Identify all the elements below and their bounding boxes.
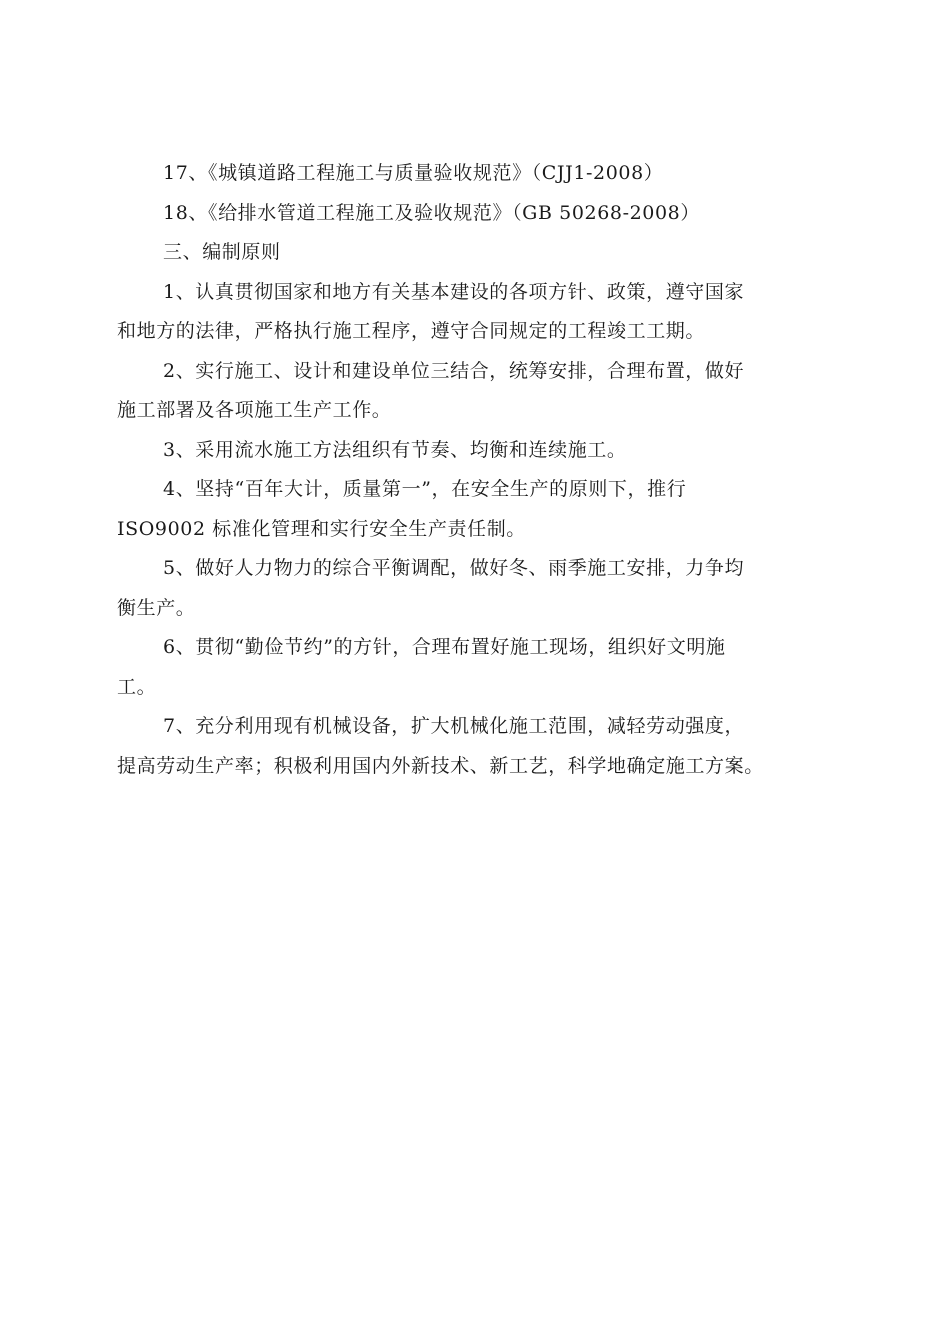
principle-1-line-2: 和地方的法律，严格执行施工程序，遵守合同规定的工程竣工工期。 [117, 320, 706, 342]
principle-4-line-2: ISO9002 标准化管理和实行安全生产责任制。 [117, 517, 526, 540]
principle-6-line-1: 6、贯彻“勤俭节约”的方针，合理布置好施工现场，组织好文明施 [163, 636, 726, 658]
principle-5-line-1: 5、做好人力物力的综合平衡调配，做好冬、雨季施工安排，力争均 [163, 557, 745, 579]
principle-5-line-2: 衡生产。 [117, 596, 196, 619]
principle-1-line-1: 1、认真贯彻国家和地方有关基本建设的各项方针、政策，遵守国家 [163, 280, 745, 303]
reference-item-18: 18、《给排水管道工程施工及验收规范》（GB 50268-2008） [163, 201, 700, 224]
reference-item-17: 17、《城镇道路工程施工与质量验收规范》（CJJ1-2008） [163, 162, 664, 184]
principle-7-line-2: 提高劳动生产率；积极利用国内外新技术、新工艺，科学地确定施工方案。 [117, 754, 764, 777]
document-body [117, 154, 847, 786]
principle-6-line-2: 工。 [117, 675, 157, 698]
principle-3: 3、采用流水施工方法组织有节奏、均衡和连续施工。 [163, 438, 627, 461]
principle-2-line-1: 2、实行施工、设计和建设单位三结合，统筹安排，合理布置，做好 [163, 359, 745, 382]
principle-4-line-1: 4、坚持“百年大计，质量第一”，在安全生产的原则下，推行 [163, 478, 687, 500]
principle-7-line-1: 7、充分利用现有机械设备，扩大机械化施工范围，减轻劳动强度， [163, 715, 745, 737]
principle-2-line-2: 施工部署及各项施工生产工作。 [117, 399, 392, 421]
section-heading: 三、编制原则 [163, 241, 281, 263]
